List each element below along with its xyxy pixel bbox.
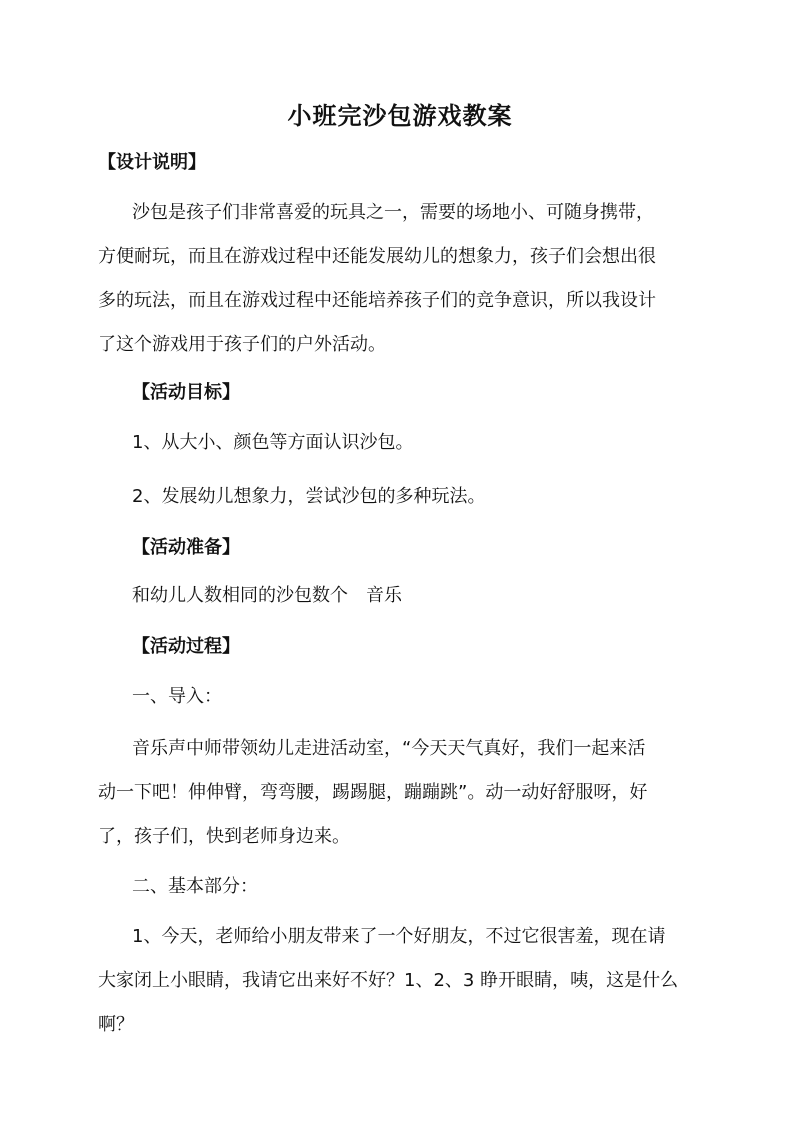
goal-item: 1、从大小、颜色等方面认识沙包。	[132, 432, 414, 453]
design-heading: 【设计说明】	[98, 152, 206, 173]
process-heading: 【活动过程】	[132, 636, 240, 657]
intro-paragraph-line: 动一下吧！伸伸臂，弯弯腰，踢踢腿，蹦蹦跳”。动一动好舒服呀，好	[98, 782, 648, 803]
prep-heading: 【活动准备】	[132, 537, 240, 558]
intro-label: 一、导入：	[132, 686, 222, 707]
design-paragraph-line: 方便耐玩，而且在游戏过程中还能发展幼儿的想象力，孩子们会想出很	[98, 246, 656, 267]
basic-label: 二、基本部分：	[132, 876, 258, 897]
basic-paragraph-line: 1、今天，老师给小朋友带来了一个好朋友，不过它很害羞，现在请	[132, 926, 666, 947]
intro-paragraph-line: 音乐声中师带领幼儿走进活动室，“今天天气真好，我们一起来活	[132, 738, 646, 759]
design-paragraph-line: 了这个游戏用于孩子们的户外活动。	[98, 334, 386, 355]
design-paragraph-line: 沙包是孩子们非常喜爱的玩具之一，需要的场地小、可随身携带，	[132, 202, 654, 223]
intro-paragraph-line: 了，孩子们，快到老师身边来。	[98, 826, 350, 847]
goals-heading: 【活动目标】	[132, 382, 240, 403]
design-paragraph-line: 多的玩法，而且在游戏过程中还能培养孩子们的竞争意识，所以我设计	[98, 290, 656, 311]
prep-text: 和幼儿人数相同的沙包数个 音乐	[132, 585, 402, 606]
goal-item: 2、发展幼儿想象力，尝试沙包的多种玩法。	[132, 486, 486, 507]
basic-paragraph-line: 大家闭上小眼睛，我请它出来好不好？1、2、3 睁开眼睛，咦，这是什么	[98, 970, 679, 991]
document-title: 小班完沙包游戏教案	[287, 102, 513, 130]
basic-paragraph-line: 啊？	[98, 1014, 134, 1035]
